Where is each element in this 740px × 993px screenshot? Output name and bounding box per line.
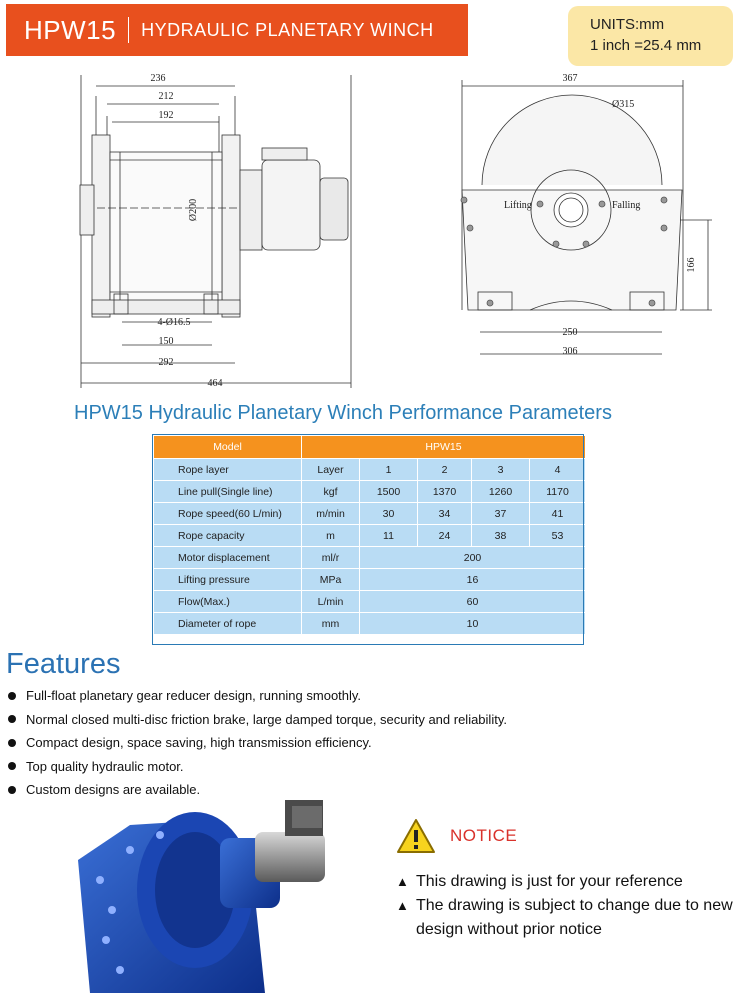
units-note — [568, 6, 733, 66]
side-view — [80, 75, 351, 388]
bullet-icon — [8, 762, 16, 770]
front-view — [461, 80, 712, 354]
units-line-1: UNITS:mm — [590, 16, 665, 33]
list-item: Full-float planetary gear reducer design, running smoothly. — [8, 684, 507, 708]
table-row: Rope speed(60 L/min) m/min 30 34 37 41 — [154, 503, 586, 525]
dim-292: 292 — [158, 357, 174, 368]
falling-label: Falling — [612, 200, 641, 211]
table-row: Line pull(Single line) kgf 1500 1370 1260 1170 — [154, 481, 586, 503]
dim-367: 367 — [562, 73, 578, 84]
units-line-2: 1 inch =25.4 mm — [590, 37, 702, 54]
product-title: HYDRAULIC PLANETARY WINCH — [141, 19, 434, 40]
list-item: ▲ This drawing is just for your reference — [396, 870, 736, 894]
model-value-header: HPW15 — [302, 436, 586, 459]
warning-icon — [396, 818, 436, 854]
triangle-bullet-icon: ▲ — [396, 898, 409, 913]
notice-header — [396, 818, 517, 854]
features-list — [8, 684, 507, 802]
header-divider — [128, 17, 129, 43]
dim-166: 166 — [686, 257, 697, 273]
list-item: Custom designs are available. — [8, 778, 507, 802]
dim-250: 250 — [562, 327, 578, 338]
triangle-bullet-icon: ▲ — [396, 874, 409, 889]
table-header-row — [154, 436, 586, 459]
table-row: Flow(Max.) L/min 60 — [154, 591, 586, 613]
table-row: Diameter of rope mm 10 — [154, 613, 586, 635]
notice-list — [396, 870, 736, 942]
performance-title: HPW15 Hydraulic Planetary Winch Performance Parameters — [74, 402, 612, 424]
bullet-icon — [8, 739, 16, 747]
model-name: HPW15 — [24, 14, 117, 45]
features-title: Features — [6, 648, 121, 680]
performance-table — [153, 435, 586, 635]
table-row: Rope capacity m 11 24 38 53 — [154, 525, 586, 547]
notice-title: NOTICE — [450, 826, 518, 845]
dim-236: 236 — [150, 73, 166, 84]
table-row: Lifting pressure MPa 16 — [154, 569, 586, 591]
dim-464: 464 — [207, 378, 223, 389]
dim-192: 192 — [158, 110, 174, 121]
table-row: Motor displacement ml/r 200 — [154, 547, 586, 569]
list-item: Compact design, space saving, high transmission efficiency. — [8, 731, 507, 755]
dim-hole: 4-Ø16.5 — [157, 317, 191, 328]
dim-o200: Ø200 — [188, 198, 199, 222]
bullet-icon — [8, 692, 16, 700]
bullet-icon — [8, 715, 16, 723]
list-item: ▲ The drawing is subject to change due to new design without prior notice — [396, 894, 736, 942]
lifting-label: Lifting — [504, 200, 532, 211]
table-row: Rope layer Layer 1 2 3 4 — [154, 459, 586, 481]
dim-o315: Ø315 — [612, 99, 635, 110]
model-header: Model — [154, 436, 302, 459]
title-banner — [6, 4, 468, 56]
dim-212: 212 — [158, 91, 174, 102]
technical-drawing — [0, 60, 740, 400]
dim-150: 150 — [158, 336, 174, 347]
list-item: Top quality hydraulic motor. — [8, 755, 507, 779]
dim-306: 306 — [562, 346, 578, 357]
list-item: Normal closed multi-disc friction brake, large damped torque, security and reliability. — [8, 708, 507, 732]
winch-photo — [60, 790, 380, 993]
bullet-icon — [8, 786, 16, 794]
